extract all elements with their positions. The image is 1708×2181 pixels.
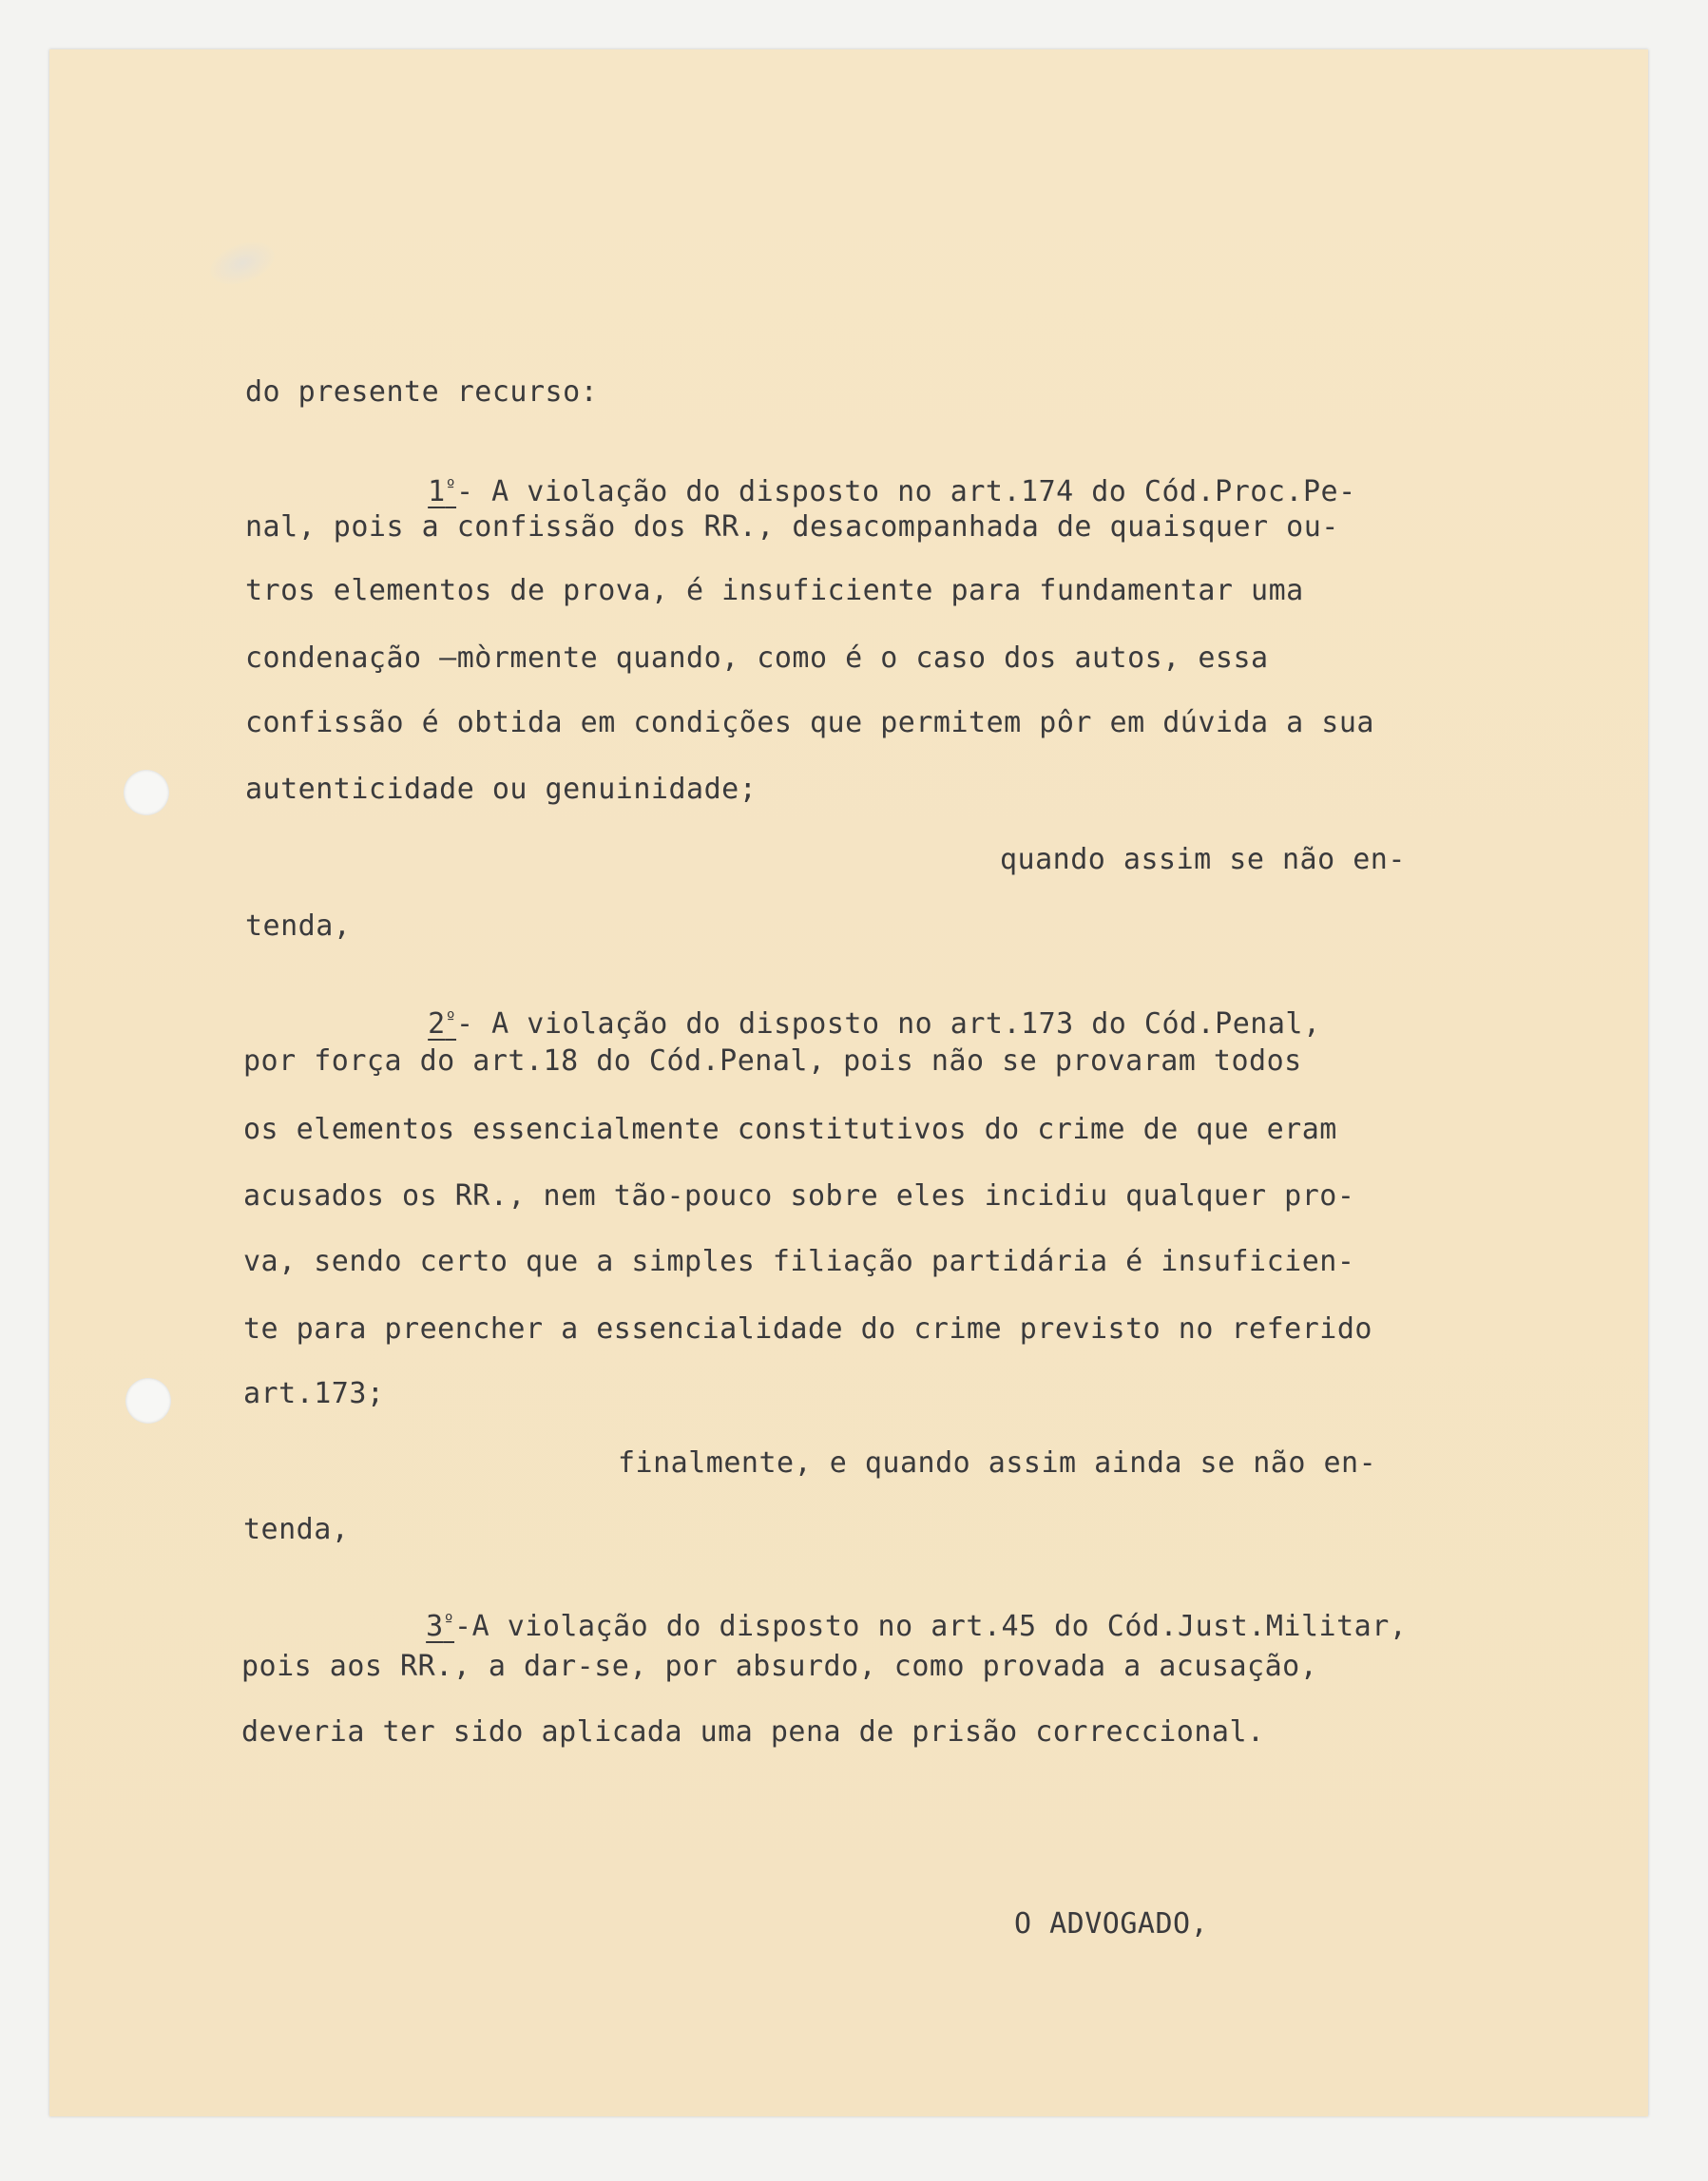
signature-label: O ADVOGADO, — [1014, 1907, 1209, 1941]
punch-hole-lower — [125, 1378, 171, 1424]
text-line: pois aos RR., a dar-se, por absurdo, como provada a acusação, — [241, 1650, 1318, 1683]
item-number: $1^º$ — [428, 475, 457, 508]
item-3-first-line: $3^º-A$ violação do disposto no art.45 do Cód.Just.Militar, — [426, 1610, 1408, 1643]
text-line: tros elementos de prova, é insuficiente para fundamentar uma — [245, 574, 1304, 607]
text-line: art.173; — [243, 1377, 385, 1410]
punch-hole-upper — [124, 770, 169, 815]
text-line: te para preencher a essencialidade do crime previsto no referido — [243, 1312, 1372, 1346]
text-line: do presente recurso: — [245, 375, 599, 409]
text-line: nal, pois a confissão dos RR., desacompanhada de quaisquer ou- — [245, 510, 1339, 544]
text-line: os elementos essencialmente constitutivos do crime de que eram — [243, 1113, 1337, 1146]
text-line: acusados os RR., nem tão-pouco sobre eles incidiu qualquer pro- — [243, 1179, 1355, 1213]
text-line: condenação —mòrmente quando, como é o caso dos autos, essa — [245, 641, 1269, 675]
text-line: finalmente, e quando assim ainda se não en- — [618, 1446, 1377, 1480]
document-page — [49, 49, 1648, 2116]
item-2-first-line: $2^º-$ A violação do disposto no art.173 do Cód.Penal, — [428, 1007, 1321, 1041]
text-line: tenda, — [243, 1513, 350, 1546]
item-number: $3^º$ — [426, 1610, 455, 1643]
text-line: tenda, — [245, 909, 352, 943]
text-line: quando assim se não en- — [1000, 843, 1406, 876]
paper-stain — [204, 234, 279, 293]
text-line: va, sendo certo que a simples filiação partidária é insuficien- — [243, 1245, 1355, 1278]
text-line: por força do art.18 do Cód.Penal, pois não se provaram todos — [243, 1044, 1302, 1078]
item-1-first-line: $1^º-$ A violação do disposto no art.174 do Cód.Proc.Pe- — [428, 475, 1356, 508]
text-line: autenticidade ou genuinidade; — [245, 773, 758, 806]
text-line: deveria ter sido aplicada uma pena de prisão correccional. — [241, 1715, 1265, 1749]
item-number: $2^º$ — [428, 1007, 457, 1041]
text-line: confissão é obtida em condições que permitem pôr em dúvida a sua — [245, 706, 1374, 739]
